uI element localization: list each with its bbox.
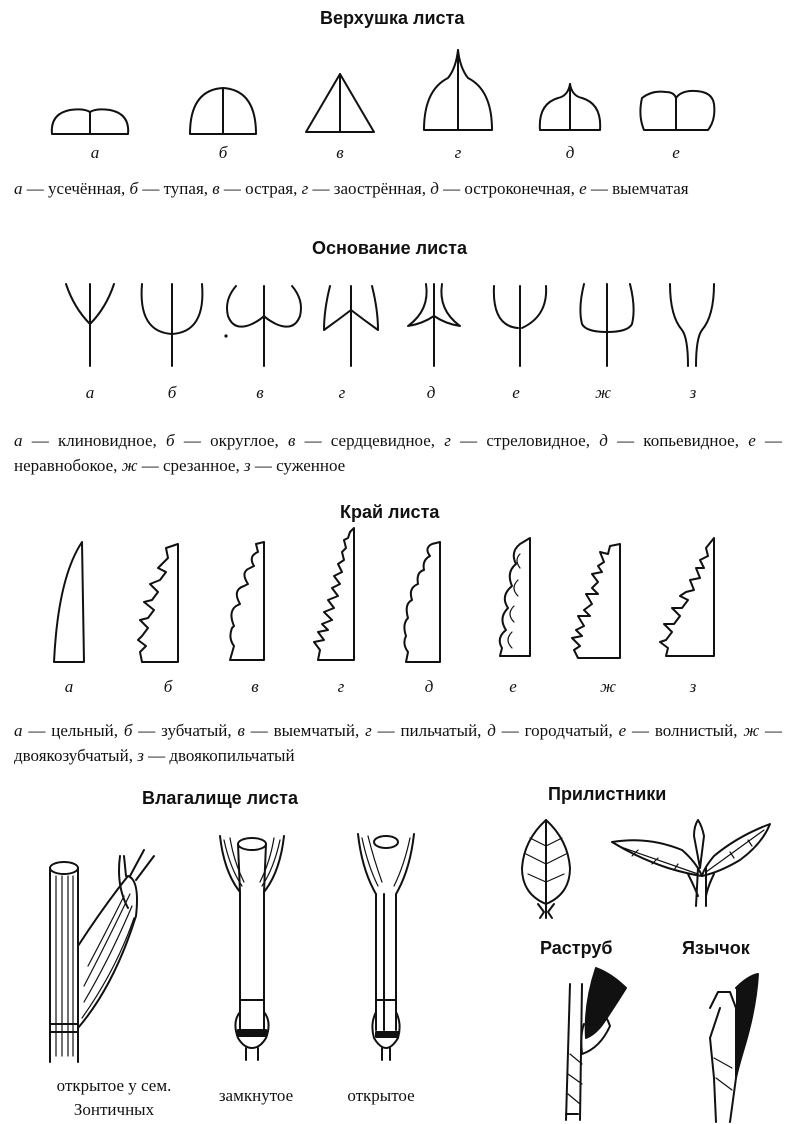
base-cuneate-figure: [62, 280, 118, 370]
ligule-heading: Язычок: [682, 938, 750, 958]
desc-item: в — сердцевидное,: [287, 431, 445, 450]
base-cordate-figure: [222, 280, 306, 370]
margin-crenate-figure: [400, 538, 446, 666]
base-truncate-figure: [574, 280, 640, 370]
base-hastate-figure: [404, 280, 464, 370]
desc-item: е — волнистый,: [618, 721, 744, 740]
base-description: [14, 428, 782, 478]
base-rounded-figure: [136, 280, 208, 370]
margin-letter: а: [64, 677, 74, 696]
sheath-caption: открытое: [347, 1086, 415, 1105]
apex-letter: д: [565, 143, 575, 162]
apex-acute-figure: [302, 70, 378, 136]
desc-item: г — пильчатый,: [365, 721, 488, 740]
stipule-branch-figure: [608, 816, 774, 910]
apex-heading: Верхушка листа: [320, 8, 465, 28]
apex-mucronate-figure: [536, 80, 604, 134]
sheath-open-umbellifer-figure: [44, 836, 168, 1066]
margin-letter: д: [424, 677, 434, 696]
desc-item: а — цельный,: [14, 721, 124, 740]
base-letter: б: [167, 383, 177, 402]
desc-item: е — неравнобокое,: [14, 431, 783, 475]
apex-acuminate-figure: [420, 48, 496, 134]
base-letter: ж: [595, 383, 611, 402]
apex-letter: в: [336, 143, 344, 162]
margin-heading: Край листа: [340, 502, 440, 522]
base-letter: е: [512, 383, 520, 402]
base-letter: з: [689, 383, 697, 402]
sheath-open-figure: [354, 830, 418, 1064]
desc-item: б — тупая,: [129, 179, 213, 198]
desc-item: г — заострённая,: [301, 179, 431, 198]
desc-item: е — выемчатая: [579, 179, 689, 198]
base-attenuate-figure: [664, 280, 720, 370]
base-letter: д: [426, 383, 436, 402]
apex-letter: е: [672, 143, 680, 162]
desc-item: ж — двоякозубчатый,: [14, 721, 783, 765]
ochrea-heading: Раструб: [540, 938, 613, 958]
apex-obtuse-figure: [186, 84, 260, 140]
sheath-caption: замкнутое: [218, 1086, 294, 1105]
stipule-leaf-figure: [516, 816, 576, 922]
margin-undulate-figure: [490, 534, 536, 660]
apex-truncate-figure: [48, 100, 132, 140]
apex-letter: б: [218, 143, 228, 162]
apex-description: [14, 176, 776, 201]
desc-item: а — клиновидное,: [14, 431, 167, 450]
desc-item: д — городчатый,: [487, 721, 619, 740]
margin-entire-figure: [48, 538, 88, 666]
desc-item: з — суженное: [243, 456, 346, 475]
base-sagittate-figure: [318, 280, 384, 370]
margin-double-serrate-figure: [658, 534, 720, 660]
base-heading: Основание листа: [312, 238, 468, 258]
margin-letter: б: [163, 677, 173, 696]
stipules-heading: Прилистники: [548, 784, 667, 804]
ligule-figure: [696, 968, 772, 1124]
margin-letter: е: [509, 677, 517, 696]
base-letter: а: [85, 383, 95, 402]
sheath-heading: Влагалище листа: [142, 788, 298, 808]
apex-letter: г: [454, 143, 462, 162]
desc-item: д — копьевидное,: [599, 431, 749, 450]
desc-item: з — двоякопильчатый: [137, 746, 295, 765]
desc-item: а — усечённая,: [14, 179, 130, 198]
desc-item: в — выемчатый,: [237, 721, 366, 740]
ochrea-figure: [556, 964, 636, 1124]
base-letter: в: [256, 383, 264, 402]
margin-letter: г: [337, 677, 345, 696]
desc-item: б — зубчатый,: [123, 721, 238, 740]
desc-item: в — острая,: [212, 179, 302, 198]
margin-serrate-figure: [312, 524, 360, 664]
base-letter: г: [338, 383, 346, 402]
apex-letter: а: [90, 143, 100, 162]
margin-description: [14, 718, 782, 768]
margin-sinuate-figure: [226, 538, 270, 664]
desc-item: ж — срезанное,: [121, 456, 244, 475]
base-oblique-figure: [488, 280, 552, 370]
margin-dentate-figure: [136, 540, 184, 666]
apex-emarginate-figure: [636, 86, 718, 134]
desc-item: б — округлое,: [166, 431, 288, 450]
desc-item: г — стреловидное,: [444, 431, 600, 450]
margin-letter: ж: [600, 677, 616, 696]
sheath-caption: открытое у сем. Зонтичных: [56, 1076, 172, 1119]
margin-letter: з: [689, 677, 697, 696]
desc-item: д — остроконечная,: [430, 179, 580, 198]
margin-double-dentate-figure: [570, 540, 626, 662]
margin-letter: в: [251, 677, 259, 696]
sheath-closed-figure: [214, 832, 290, 1064]
